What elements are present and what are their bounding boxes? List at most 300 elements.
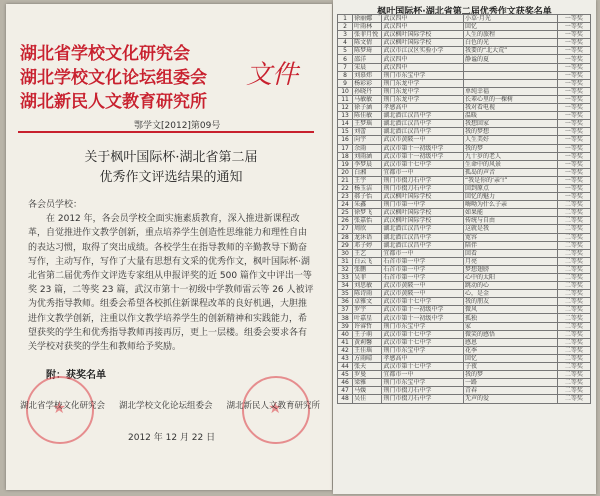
issuer-line: 湖北省学校文化研究会 xyxy=(20,44,190,64)
title-line: 关于枫叶国际杯·湖北省第二届 xyxy=(84,150,258,165)
essay-title: 孤岛的声音 xyxy=(463,168,557,176)
student-name: 朱鑫 xyxy=(353,201,382,209)
school-name: 荆门市第一中学 xyxy=(382,201,464,209)
award-level: 二等奖 xyxy=(557,282,590,290)
row-number: 43 xyxy=(338,354,353,362)
student-name: 李梦晨 xyxy=(353,160,382,168)
school-name: 荆门市掇刀石中学 xyxy=(382,184,464,192)
table-row xyxy=(338,387,591,395)
school-name: 湖北潜江汉昌中学 xyxy=(382,112,464,120)
school-name: 湖北潜江汉昌中学 xyxy=(382,233,464,241)
doc-number: 鄂学文[2012]第09号 xyxy=(134,121,221,131)
award-level: 二等奖 xyxy=(557,314,590,322)
row-number: 44 xyxy=(338,363,353,371)
essay-title: 我要的“北大荒” xyxy=(463,47,557,55)
student-name: 向宇 xyxy=(353,136,382,144)
award-level: 一等奖 xyxy=(557,23,590,31)
title-line: 优秀作文评选结果的通知 xyxy=(99,170,243,185)
school-name: 孝感高中 xyxy=(382,354,464,362)
issuer-line: 湖北学校文化论坛组委会 xyxy=(20,68,207,88)
student-name: 陈梦琦 xyxy=(353,47,382,55)
essay-title: 温暖 xyxy=(463,112,557,120)
student-name: 张天 xyxy=(353,363,382,371)
table-row xyxy=(338,128,591,136)
school-name: 武汉四中 xyxy=(382,55,464,63)
essay-title: 嗨呦为什么子亲 xyxy=(463,201,557,209)
essay-title: 我的朋友 xyxy=(463,298,557,306)
notice-date: 2012 年 12 月 22 日 xyxy=(128,433,216,443)
award-level: 一等奖 xyxy=(557,184,590,192)
essay-title: 静谧的夏 xyxy=(463,55,557,63)
signature: 湖北省学校文化研究会 xyxy=(20,401,106,411)
student-name: 王艺 xyxy=(353,249,382,257)
award-level: 二等奖 xyxy=(557,201,590,209)
row-number: 3 xyxy=(338,31,353,39)
table-row xyxy=(338,55,591,63)
row-number: 27 xyxy=(338,225,353,233)
table-row xyxy=(338,209,591,217)
award-level: 二等奖 xyxy=(557,322,590,330)
signature-row xyxy=(20,399,320,411)
school-name: 宜都市一中 xyxy=(382,168,464,176)
student-name: 张嘉怡 xyxy=(353,217,382,225)
award-level: 一等奖 xyxy=(557,136,590,144)
school-name: 荆门市东宝中学 xyxy=(382,346,464,354)
award-level: 二等奖 xyxy=(557,241,590,249)
school-name: 孝感高中 xyxy=(382,104,464,112)
school-name: 宜都市一中 xyxy=(382,249,464,257)
award-level: 一等奖 xyxy=(557,152,590,160)
school-name: 湖北潜江汉昌中学 xyxy=(382,120,464,128)
essay-title: “我是你的‘亲’!” xyxy=(463,176,557,184)
school-name: 湖北潜江汉昌中学 xyxy=(382,128,464,136)
essay-title: 传统与自由 xyxy=(463,217,557,225)
student-name: 张菲月悦 xyxy=(353,31,382,39)
essay-title: 微笑的感悟 xyxy=(463,330,557,338)
award-level: 二等奖 xyxy=(557,395,590,403)
essay-title: 生命中的风景 xyxy=(463,160,557,168)
essay-title: 我对看电视 xyxy=(463,104,557,112)
essay-title: 梦想翅膀 xyxy=(463,265,557,273)
student-name: 杨玉洁 xyxy=(353,184,382,192)
award-level: 一等奖 xyxy=(557,112,590,120)
award-level: 一等奖 xyxy=(557,168,590,176)
row-number: 10 xyxy=(338,87,353,95)
row-number: 9 xyxy=(338,79,353,87)
essay-title: 人生的旅程 xyxy=(463,31,557,39)
essay-title: 跳动的心 xyxy=(463,282,557,290)
table-row xyxy=(338,371,591,379)
essay-title: 回忆 xyxy=(463,23,557,31)
student-name: 黄莉馨 xyxy=(353,338,382,346)
essay-title: 无声的爱 xyxy=(463,395,557,403)
table-row xyxy=(338,290,591,298)
student-name: 陈诗雨 xyxy=(353,290,382,298)
table-row xyxy=(338,104,591,112)
row-number: 31 xyxy=(338,257,353,265)
table-row xyxy=(338,233,591,241)
school-name: 荆门市东宝中学 xyxy=(382,322,464,330)
row-number: 20 xyxy=(338,168,353,176)
student-name: 张鹏 xyxy=(353,265,382,273)
essay-title xyxy=(463,71,557,79)
award-level: 一等奖 xyxy=(557,87,590,95)
student-name: 罗宇 xyxy=(353,306,382,314)
row-number: 11 xyxy=(338,95,353,103)
row-number: 45 xyxy=(338,371,353,379)
award-level: 一等奖 xyxy=(557,47,590,55)
table-row xyxy=(338,23,591,31)
award-level: 二等奖 xyxy=(557,354,590,362)
award-level: 二等奖 xyxy=(557,379,590,387)
table-row xyxy=(338,31,591,39)
table-row xyxy=(338,274,591,282)
row-number: 33 xyxy=(338,274,353,282)
row-number: 35 xyxy=(338,290,353,298)
student-name: 徐子涵 xyxy=(353,104,382,112)
essay-title: 小草·月光 xyxy=(463,15,557,23)
student-name: 王佳瑶 xyxy=(353,346,382,354)
table-row xyxy=(338,282,591,290)
row-number: 37 xyxy=(338,306,353,314)
table-row xyxy=(338,87,591,95)
school-name: 武汉市第十一初级中学 xyxy=(382,152,464,160)
essay-title: 感恩 xyxy=(463,338,557,346)
essay-title: 单纯幸福 xyxy=(463,87,557,95)
row-number: 36 xyxy=(338,298,353,306)
row-number: 26 xyxy=(338,217,353,225)
essay-title: 我想回家 xyxy=(463,120,557,128)
issuer-block xyxy=(20,42,207,114)
school-name: 石首市第一中学 xyxy=(382,274,464,282)
table-row xyxy=(338,314,591,322)
school-name: 荆门东龙中学 xyxy=(382,87,464,95)
table-row xyxy=(338,363,591,371)
student-name: 吴佳 xyxy=(353,395,382,403)
essay-title: 回看 xyxy=(463,249,557,257)
award-level: 二等奖 xyxy=(557,209,590,217)
row-number: 17 xyxy=(338,144,353,152)
essay-title: 这就是我 xyxy=(463,225,557,233)
essay-title: 我的梦 xyxy=(463,371,557,379)
row-number: 22 xyxy=(338,184,353,192)
essay-title: 白色的光 xyxy=(463,39,557,47)
essay-title: 陪伴 xyxy=(463,241,557,249)
essay-title: 青春 xyxy=(463,387,557,395)
row-number: 25 xyxy=(338,209,353,217)
award-level: 一等奖 xyxy=(557,120,590,128)
student-name: 宋晨 xyxy=(353,63,382,71)
student-name: 邓子婷 xyxy=(353,241,382,249)
issuer-line: 湖北新民人文教育研究所 xyxy=(20,92,207,112)
table-row xyxy=(338,379,591,387)
wenjian-mark: 文件 xyxy=(246,60,299,90)
student-name: 邵洋 xyxy=(353,55,382,63)
essay-title: 花季 xyxy=(463,346,557,354)
school-name: 武汉枫叶国际学校 xyxy=(382,209,464,217)
school-name: 湖北潜江汉昌中学 xyxy=(382,225,464,233)
school-name: 武汉枫叶国际学校 xyxy=(382,193,464,201)
row-number: 14 xyxy=(338,120,353,128)
student-name: 卓雅文 xyxy=(353,298,382,306)
school-name: 武汉市第十一初级中学 xyxy=(382,314,464,322)
award-level: 一等奖 xyxy=(557,79,590,87)
table-row xyxy=(338,39,591,47)
school-name: 武汉四中 xyxy=(382,23,464,31)
student-name: 叶雨林 xyxy=(353,23,382,31)
award-level: 二等奖 xyxy=(557,217,590,225)
award-level: 一等奖 xyxy=(557,71,590,79)
school-name: 武汉四中 xyxy=(382,63,464,71)
essay-title: 回到原点 xyxy=(463,184,557,192)
row-number: 38 xyxy=(338,314,353,322)
table-row xyxy=(338,306,591,314)
school-name: 武汉市黄陂一中 xyxy=(382,282,464,290)
essay-title: 微风 xyxy=(463,306,557,314)
school-name: 武汉市黄陂一中 xyxy=(382,290,464,298)
student-name: 方雨晴 xyxy=(353,354,382,362)
school-name: 武汉市黄陂一中 xyxy=(382,136,464,144)
student-name: 白云飞 xyxy=(353,257,382,265)
school-name: 荆门东龙中学 xyxy=(382,79,464,87)
school-name: 荆门市东宝中学 xyxy=(382,71,464,79)
table-row xyxy=(338,95,591,103)
table-row xyxy=(338,298,591,306)
essay-title xyxy=(463,63,557,71)
table-row xyxy=(338,144,591,152)
table-row xyxy=(338,168,591,176)
student-name: 吴菲 xyxy=(353,274,382,282)
table-row xyxy=(338,257,591,265)
essay-title xyxy=(463,79,557,87)
school-name: 武汉枫叶国际学校 xyxy=(382,39,464,47)
award-level: 二等奖 xyxy=(557,274,590,282)
student-name: 刘思敏 xyxy=(353,282,382,290)
notice-body xyxy=(28,198,314,354)
student-name: 刘蕾 xyxy=(353,128,382,136)
student-name: 王子萌 xyxy=(353,330,382,338)
table-row xyxy=(338,265,591,273)
table-row xyxy=(338,346,591,354)
student-name: 陈文倩 xyxy=(353,39,382,47)
award-table xyxy=(337,14,591,404)
row-number: 15 xyxy=(338,128,353,136)
school-name: 武汉市第十七中学 xyxy=(382,363,464,371)
student-name: 王宇 xyxy=(353,176,382,184)
essay-title: 人生美好 xyxy=(463,136,557,144)
award-level: 一等奖 xyxy=(557,144,590,152)
student-name: 罗曼 xyxy=(353,371,382,379)
table-row xyxy=(338,120,591,128)
student-name: 马敏敏 xyxy=(353,95,382,103)
row-number: 30 xyxy=(338,249,353,257)
row-number: 41 xyxy=(338,338,353,346)
table-row xyxy=(338,184,591,192)
table-row xyxy=(338,395,591,403)
table-row xyxy=(338,136,591,144)
student-name: 周欣 xyxy=(353,225,382,233)
award-level: 二等奖 xyxy=(557,298,590,306)
award-level: 二等奖 xyxy=(557,225,590,233)
table-row xyxy=(338,79,591,87)
table-row xyxy=(338,354,591,362)
student-name: 许睿哲 xyxy=(353,322,382,330)
row-number: 39 xyxy=(338,322,353,330)
row-number: 16 xyxy=(338,136,353,144)
school-name: 武汉市第十一初级中学 xyxy=(382,144,464,152)
school-name: 荆门东龙中学 xyxy=(382,95,464,103)
award-level: 一等奖 xyxy=(557,63,590,71)
student-name: 龙沐语 xyxy=(353,233,382,241)
award-level: 一等奖 xyxy=(557,55,590,63)
award-level: 二等奖 xyxy=(557,265,590,273)
student-name: 徐梦飞 xyxy=(353,209,382,217)
student-name: 马媛 xyxy=(353,387,382,395)
student-name: 陈佳敏 xyxy=(353,112,382,120)
table-row xyxy=(338,15,591,23)
row-number: 34 xyxy=(338,282,353,290)
table-row xyxy=(338,47,591,55)
table-row xyxy=(338,176,591,184)
table-row xyxy=(338,225,591,233)
essay-title: 我的梦 xyxy=(463,144,557,152)
student-name: 刘雨涵 xyxy=(353,152,382,160)
row-number: 32 xyxy=(338,265,353,273)
school-name: 武汉四中 xyxy=(382,15,464,23)
row-number: 1 xyxy=(338,15,353,23)
row-number: 24 xyxy=(338,201,353,209)
award-level: 二等奖 xyxy=(557,249,590,257)
table-row xyxy=(338,160,591,168)
school-name: 荆门市掇刀石中学 xyxy=(382,176,464,184)
essay-title: 回忆的魅力 xyxy=(463,193,557,201)
award-level: 二等奖 xyxy=(557,346,590,354)
row-number: 12 xyxy=(338,104,353,112)
table-row xyxy=(338,241,591,249)
student-name: 徐丽娜 xyxy=(353,15,382,23)
essay-title: 长辈心里的一棵树 xyxy=(463,95,557,103)
row-number: 23 xyxy=(338,193,353,201)
red-divider xyxy=(18,131,314,133)
student-name: 梁雅 xyxy=(353,379,382,387)
school-name: 石首市第一中学 xyxy=(382,265,464,273)
body-paragraph: 在 2012 年，各会员学校全面实施素质教育，深入推进新课程改革，自觉推进作文教学创新，重点培养学生创造性思维能力和理性自由的表达习惯，取得了突出成绩。各校学生在指导教师的辛勤教导下勤奋写作，主动写作，写作了大量有思想有文采的优秀作文，枫叶国际杯·湖北省第二届优秀作文评选专家组从申报评奖的近 500 篇作文中评出一等奖 23 篇，二等奖 23 篇，武汉市第十一初级中学教师雷云等 26 人被评为优秀指导教师。组委会希望各校抓住新课程改革的良好机遇，大胆推进作文教学创新，注重以作文教学培养学生的创新精神和实践能力，希望获奖的学生和优秀指导教师再接再厉，更上一层楼。组委会要求各有关学校对获奖的学生和教师给予奖励。 xyxy=(28,214,314,353)
table-row xyxy=(338,112,591,120)
school-name: 武汉市第十七中学 xyxy=(382,330,464,338)
row-number: 47 xyxy=(338,387,353,395)
award-level: 一等奖 xyxy=(557,176,590,184)
school-name: 武汉市第十七中学 xyxy=(382,160,464,168)
row-number: 19 xyxy=(338,160,353,168)
signature: 湖北新民人文教育研究所 xyxy=(226,401,320,411)
essay-title: 心，是金 xyxy=(463,290,557,298)
award-level: 一等奖 xyxy=(557,95,590,103)
row-number: 42 xyxy=(338,346,353,354)
school-name: 湖北潜江汉昌中学 xyxy=(382,241,464,249)
award-level: 二等奖 xyxy=(557,290,590,298)
essay-title: 如果能 xyxy=(463,209,557,217)
school-name: 石首市第一中学 xyxy=(382,257,464,265)
notice-title xyxy=(26,148,316,188)
student-name: 杨彩彩 xyxy=(353,79,382,87)
award-level: 二等奖 xyxy=(557,306,590,314)
salutation: 各会员学校： xyxy=(28,200,83,210)
notice-page xyxy=(6,4,332,490)
row-number: 5 xyxy=(338,47,353,55)
school-name: 荆门市掇刀石中学 xyxy=(382,395,464,403)
award-level: 一等奖 xyxy=(557,104,590,112)
essay-title: 子夜 xyxy=(463,363,557,371)
student-name: 白湘 xyxy=(353,168,382,176)
row-number: 8 xyxy=(338,71,353,79)
table-row xyxy=(338,193,591,201)
award-level: 二等奖 xyxy=(557,363,590,371)
essay-title: 九十岁的老人 xyxy=(463,152,557,160)
award-level: 二等奖 xyxy=(557,387,590,395)
table-row xyxy=(338,330,591,338)
row-number: 18 xyxy=(338,152,353,160)
school-name: 荆门市东宝中学 xyxy=(382,379,464,387)
award-level: 一等奖 xyxy=(557,128,590,136)
essay-title: 心中的太阳 xyxy=(463,274,557,282)
award-list-page xyxy=(333,0,596,494)
row-number: 4 xyxy=(338,39,353,47)
school-name: 荆门市掇刀石中学 xyxy=(382,387,464,395)
school-name: 武汉市江汉区实验小学 xyxy=(382,47,464,55)
award-level: 一等奖 xyxy=(557,160,590,168)
essay-title: 月亮 xyxy=(463,257,557,265)
row-number: 48 xyxy=(338,395,353,403)
table-row xyxy=(338,201,591,209)
essay-title: 孤独 xyxy=(463,314,557,322)
table-row xyxy=(338,63,591,71)
table-row xyxy=(338,71,591,79)
student-name: 郝子怡 xyxy=(353,193,382,201)
essay-title: 回忆 xyxy=(463,354,557,362)
table-row xyxy=(338,152,591,160)
school-name: 武汉枫叶国际学校 xyxy=(382,31,464,39)
award-level: 二等奖 xyxy=(557,330,590,338)
row-number: 2 xyxy=(338,23,353,31)
award-level: 一等奖 xyxy=(557,39,590,47)
table-row xyxy=(338,322,591,330)
school-name: 宜都市一中 xyxy=(382,371,464,379)
award-level: 二等奖 xyxy=(557,371,590,379)
list-title: 枫叶国际杯·湖北省第二届优秀作文获奖名单 xyxy=(377,7,552,17)
award-level: 一等奖 xyxy=(557,193,590,201)
award-level: 一等奖 xyxy=(557,31,590,39)
school-name: 武汉市第十一初级中学 xyxy=(382,306,464,314)
student-name: 王梦瑶 xyxy=(353,120,382,128)
row-number: 40 xyxy=(338,330,353,338)
table-row xyxy=(338,338,591,346)
row-number: 29 xyxy=(338,241,353,249)
student-name: 孙晓丹 xyxy=(353,87,382,95)
award-level: 二等奖 xyxy=(557,233,590,241)
row-number: 46 xyxy=(338,379,353,387)
row-number: 28 xyxy=(338,233,353,241)
student-name: 余雨 xyxy=(353,144,382,152)
row-number: 6 xyxy=(338,55,353,63)
award-level: 一等奖 xyxy=(557,15,590,23)
row-number: 7 xyxy=(338,63,353,71)
student-name: 叶嘉星 xyxy=(353,314,382,322)
signature: 湖北学校文化论坛组委会 xyxy=(118,401,213,411)
essay-title: 家 xyxy=(463,322,557,330)
student-name: 刘慕炜 xyxy=(353,71,382,79)
essay-title: 一路 xyxy=(463,379,557,387)
essay-title: 我的梦想 xyxy=(463,128,557,136)
